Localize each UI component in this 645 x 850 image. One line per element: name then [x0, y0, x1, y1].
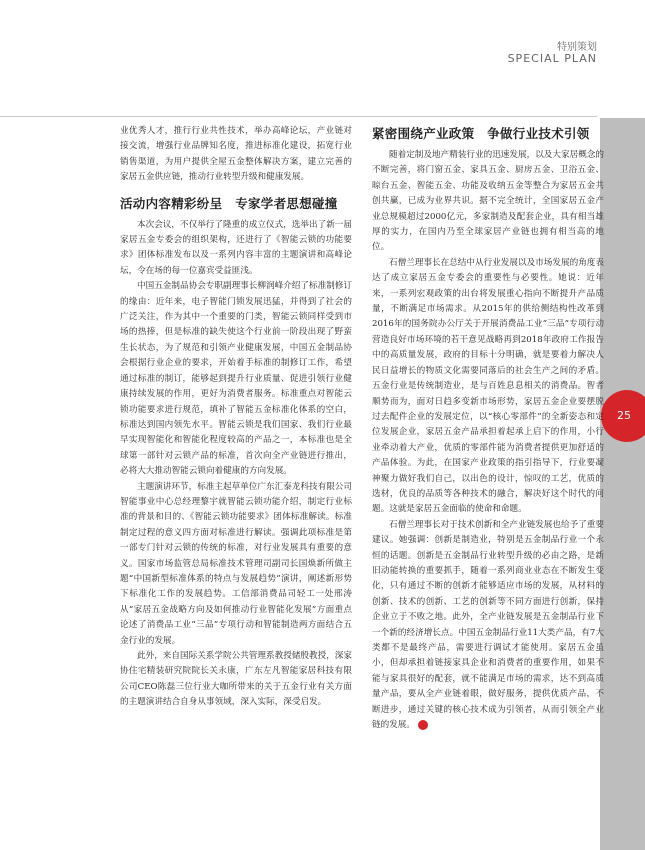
side-margin-strip	[600, 118, 645, 850]
section-heading: 紧密围绕产业政策 争做行业技术引领	[372, 126, 590, 141]
end-mark-icon: 会	[418, 720, 428, 730]
intro-paragraph: 业优秀人才，推行行业共性技术，举办高峰论坛，产业链对接交流，增强行业品牌知名度，推进标准化建设，拓宽行业销售渠道，为用户提供全屋五金整体解决方案，建立完善的家居五金供应链，推动行业转型升级和健康发展。	[120, 126, 352, 183]
page-number: 25	[617, 409, 631, 422]
body-paragraph: 此外，来自国际关系学院公共管理系教授储殷教授，深家协住宅精装研究院院长关永康，广东左凡智能家居科技有限公司CEO陈磊三位行业大咖所带来的关于五金行业有关方面的主题演讲结合自身从事领域，深入实际，深受启发。	[120, 651, 352, 708]
body-text: 石僧兰理事长对于技术创新和全产业链发展也给予了重要建议。她强调：创新是制造业，特别是五金制品行业一个永恒的话题。创新是五金制品行业转型升级的必由之路，是新旧动能转换的重要抓手，随着一系列商业业态在不断发生变化，只有通过不断的创新才能够适应市场的发展，从材料的创新、技术的创新、工艺的创新等不同方面进行创新，保持企业立于不败之地。此外，全产业链发展是五金制品行业下一个新的经济增长点。中国五金制品行业11大类产品，有7大类都不是最终产品，需要进行调试才能使用。家居五金虽小，但却承担着链接家具企业和消费者的重要作用，如果不能与家具很好的配套，就不能满足市场的需求，达不到高质量产品，要从全产业链着眼，做好服务，提供优质产品，不断进步，通过关键的核心技术成为引领者，从而引领全产业链的发展。	[372, 519, 604, 731]
body-paragraph: 中国五金制品协会专职副理事长柳润峰介绍了标准制修订的缘由：近年来，电子智能门锁发展迅猛，并得到了社会的广泛关注，作为其中一个重要的门类，智能云锁同样受到市场的热捧，但是标准的缺失使这个行业前一阶段出现了野蛮生长状态，为了规范和引领产业健康发展，中国五金制品协会根据行业企业的要求，开始着手标准的制修订工作，希望通过标准的制订，能够起到提升行业质量、促进引领行业健康持续发展的作用，更好为消费者服务。标准重点对智能云锁功能要求进行规范，填补了智能五金标准化体系的空白，标准达到国内领先水平。智能云锁是我们国家、我们行业最早实现智能化和智能化程度较高的产品之一，本标准也是全球第一部针对云锁产品的标准，首次向全产业链进行推出，必将大大推动智能云锁向着健康的方向发展。	[120, 281, 352, 477]
section-subtitle: SPECIAL PLAN	[507, 52, 597, 65]
right-column	[372, 124, 604, 733]
section-heading: 活动内容精彩纷呈 专家学者思想碰撞	[120, 195, 338, 211]
body-paragraph: 主题演讲环节，标准主起草单位广东汇泰龙科技有限公司智能事业中心总经理黎宇就智能云锁功能介绍，制定行业标准的背景和目的、《智能云锁功能要求》团体标准解读。标准制定过程的意义四方面对标准进行解读。强调此项标准是第一部专门针对云锁的传统的标准，对行业发展具有重要的意义。国家市场监管总局标准技术管理司副司长国焕新所做主题“中国新型标准体系的特点与发展趋势”演讲，阐述新形势下标准化工作的发展趋势。工信部消费品司轻工一处邢涛从“家居五金战略方向及如何推动行业智能化发展”方面重点论述了消费品工业“三品”专项行动和智能制造两方面结合五金行业的发展。	[120, 481, 352, 646]
header-divider	[0, 116, 597, 117]
body-paragraph: 石僧兰理事长在总结中从行业发展以及市场发展的角度表达了成立家居五金专委会的重要性与必要性。她说：近年来，一系列宏观政策的出台将发展重心指向不断提升产品质量，不断满足市场需求。从2015年的供给侧结构性改革到2016年的国务院办公厅关于开展消费品工业“三品”专项行动营造良好市场环境的若干意见战略再到2018年政府工作报告中的高质量发展，政府的目标十分明确，就是要着力解决人民日益增长的物质文化需要同落后的社会生产之间的矛盾。五金行业是传统制造业，是与百姓息息相关的消费品。智者顺势而为，面对日趋多变新市场形势，家居五金企业要摆脱过去配件企业的发展定位，以“核心零部件”的全新姿态和定位发展企业，家居五金产品承担着起承上启下的作用，小行业牵动着大产业，优质的零部件能为消费者提供更加舒适的产品体验。为此，在国家产业政策的指引指导下，行业要凝神聚力做好我们自己，以出色的设计，惊叹的工艺，优质的选材，优良的品质等各种技术的融合，解决好这个时代的问题。这就是家居五金面临的使命和命题。	[372, 257, 604, 515]
body-paragraph: 本次会议，不仅举行了隆重的成立仪式，选举出了新一届家居五金专委会的组织架构，还进行了《智能云锁的功能要求》团体标准发布以及一系列内容丰富的主题演讲和高峰论坛，令在场的每一位嘉宾受益匪浅。	[120, 219, 352, 276]
section-title: 特别策划	[557, 42, 597, 53]
page-number-tab	[601, 390, 645, 442]
body-paragraph: 随着定制及地产精装行业的迅速发展，以及大家居概念的不断完善，将门窗五金、家具五金、厨房五金、卫浴五金、晾台五金、智能五金、功能及收纳五金等整合为家居五金共创共赢，已成为业界共识。据不完全统计，全国家居五金产业总规模超过2000亿元，多家制造及配套企业，具有相当雄厚的实力，在国内乃至全球家居产业链也拥有相当高的地位。	[372, 150, 604, 253]
left-column	[120, 124, 352, 711]
body-paragraph	[372, 518, 604, 734]
